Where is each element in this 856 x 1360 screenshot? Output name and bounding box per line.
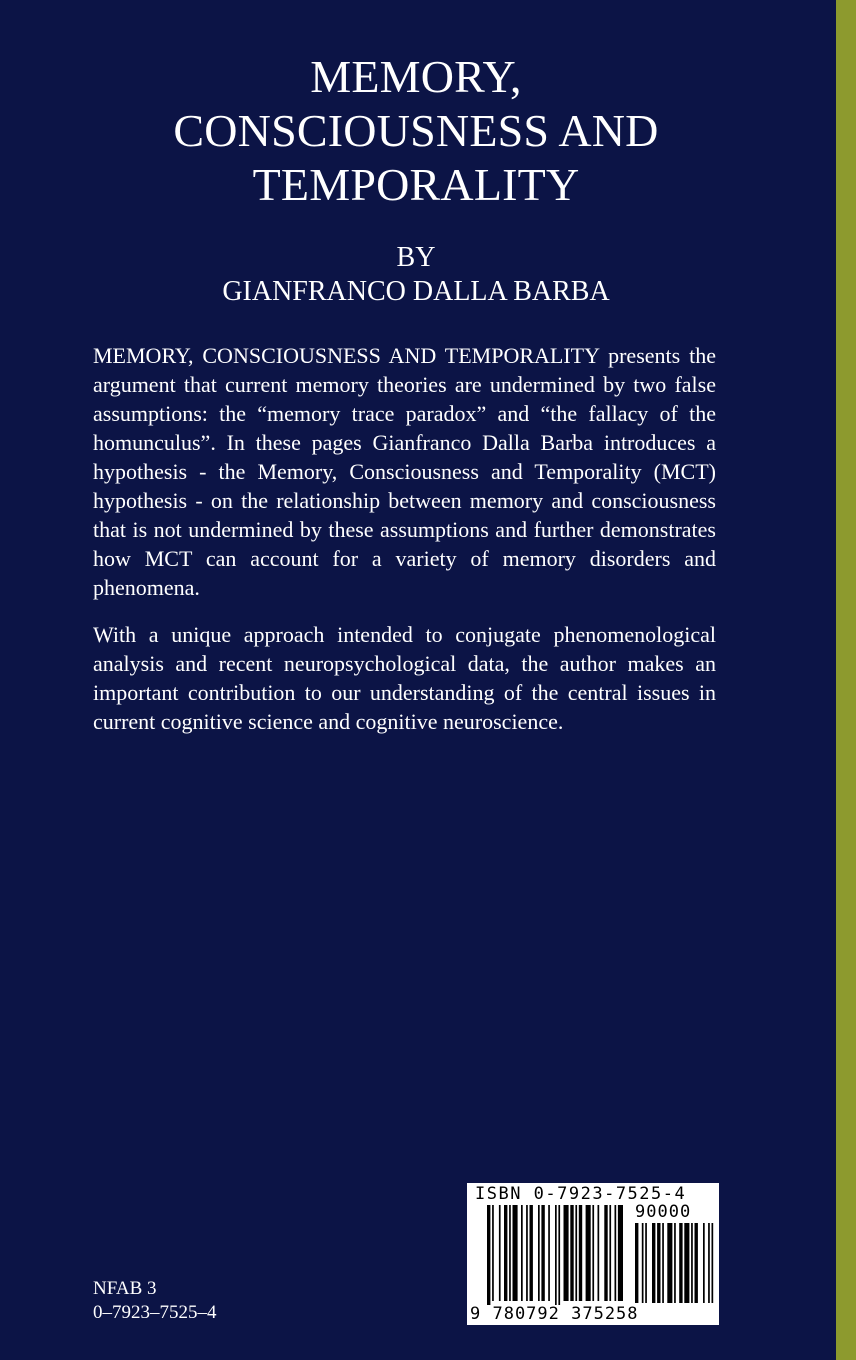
spine-edge <box>836 0 856 1360</box>
barcode-isbn-label: ISBN 0-7923-7525-4 <box>475 1184 687 1204</box>
author-name: GIANFRANCO DALLA BARBA <box>222 276 610 307</box>
by-label: BY <box>396 242 436 273</box>
barcode-addon-bar <box>667 1223 672 1303</box>
series-info <box>93 1277 217 1325</box>
barcode-addon-bar <box>691 1223 693 1303</box>
barcode-bar <box>509 1205 511 1301</box>
barcode-addon-bar <box>712 1223 714 1303</box>
barcode-bar <box>575 1205 577 1301</box>
barcode-panel <box>467 1183 719 1325</box>
barcode-bar <box>548 1205 550 1301</box>
blurb-paragraph-2: With a unique approach intended to conjugate phenomenological analysis and recent neuropsychological data, the author makes an important contribution to our understanding of the central issues in current cognitive science and cognitive neuroscience. <box>93 622 716 734</box>
barcode-bar <box>609 1205 611 1301</box>
barcode-addon-bar <box>684 1223 689 1303</box>
barcode-addon-bar <box>674 1223 676 1303</box>
barcode-addon-bar <box>645 1223 647 1303</box>
barcode-addon-bar <box>642 1223 644 1303</box>
title-line-1: MEMORY, <box>310 51 522 102</box>
barcode-bar <box>579 1205 582 1301</box>
blurb-paragraph-1: MEMORY, CONSCIOUSNESS AND TEMPORALITY presents the argument that current memory theories are undermined by two false assumptions: the “memory trace paradox” and “the fallacy of the homunculus”. In these pages Gianfranco Dalla Barba introduces a hypothesis - the Memory, Consciousness and Temporality (MCT) hypothesis - on the relationship between memory and consciousness that is not undermined by these assumptions and further demonstrates how MCT can account for a variety of memory disorders and phenomena. <box>93 343 716 600</box>
barcode-bar <box>513 1205 518 1301</box>
barcode-bar <box>555 1205 557 1305</box>
barcode-bar <box>492 1205 494 1301</box>
barcode-addon-bar <box>635 1223 638 1303</box>
barcode-ean-number: 9 780792 375258 <box>470 1304 639 1324</box>
barcode-bar <box>504 1205 507 1301</box>
barcode-addon-bar <box>703 1223 705 1303</box>
barcode-addon-bar <box>695 1223 698 1303</box>
book-title <box>60 50 772 212</box>
barcode-bar <box>538 1205 540 1301</box>
barcode-addon-bar <box>657 1223 660 1303</box>
barcode-addon-bar <box>652 1223 655 1303</box>
title-line-2: CONSCIOUSNESS AND <box>173 105 659 156</box>
series-code: NFAB 3 <box>93 1278 157 1299</box>
barcode-bar <box>530 1205 533 1301</box>
barcode-bar <box>521 1205 523 1301</box>
title-line-3: TEMPORALITY <box>252 159 580 210</box>
barcode-bar <box>487 1205 490 1305</box>
series-isbn: 0–7923–7525–4 <box>93 1302 217 1323</box>
barcode-bar <box>618 1205 623 1301</box>
barcode-bar <box>499 1205 501 1301</box>
barcode-addon-bar <box>662 1223 664 1303</box>
barcode-addon-bar <box>679 1223 682 1303</box>
barcode-bar <box>604 1205 607 1301</box>
barcode-bar <box>598 1205 600 1301</box>
barcode-addon-bar <box>708 1223 710 1303</box>
barcode-bar <box>541 1205 544 1301</box>
barcode-bar <box>592 1205 594 1301</box>
barcode-price-addon: 90000 <box>635 1202 692 1222</box>
barcode-bar <box>570 1205 573 1301</box>
barcode-bar <box>586 1205 591 1301</box>
barcode-bar <box>564 1205 569 1301</box>
barcode-bar <box>526 1205 528 1301</box>
barcode-bar <box>615 1205 617 1301</box>
barcode-bar <box>558 1205 560 1305</box>
